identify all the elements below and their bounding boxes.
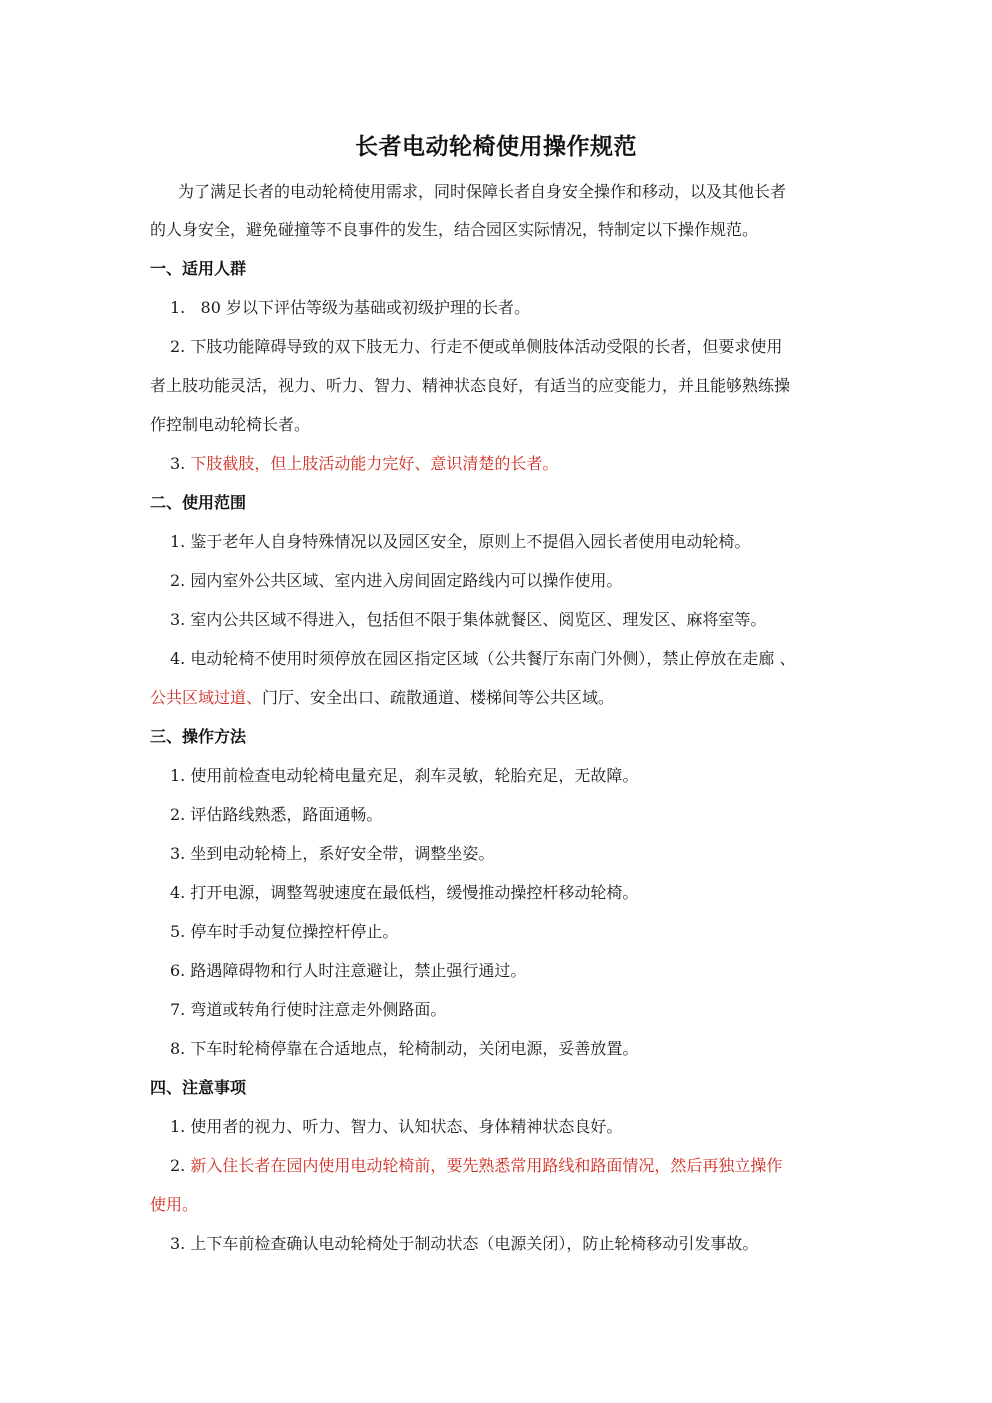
list-item: [170, 960, 526, 982]
list-number: 1.: [170, 766, 186, 785]
list-item: [170, 1038, 638, 1060]
highlighted-text: 公共区域过道、: [150, 688, 263, 707]
list-text: 弯道或转角行使时注意走外侧路面。: [190, 1000, 447, 1019]
intro-line-2: 的人身安全，避免碰撞等不良事件的发生，结合园区实际情况，特制定以下操作规范。: [150, 220, 759, 239]
list-text: 使用前检查电动轮椅电量充足，刹车灵敏，轮胎充足，无故障。: [190, 766, 639, 785]
list-number: 1.: [170, 1117, 186, 1136]
list-text: 门厅、安全出口、疏散通道、楼梯间等公共区域。: [262, 688, 615, 707]
list-text: 上下车前检查确认电动轮椅处于制动状态（电源关闭），防止轮椅移动引发事故。: [190, 1234, 759, 1253]
list-text: 80 岁以下评估等级为基础或初级护理的长者。: [200, 298, 530, 317]
list-number: 1.: [170, 532, 186, 551]
list-item-continuation: 作控制电动轮椅长者。: [150, 415, 311, 434]
list-number: 3.: [170, 1234, 186, 1253]
section-heading-4: 四、注意事项: [150, 1078, 247, 1097]
list-text: 打开电源，调整驾驶速度在最低档，缓慢推动操控杆移动轮椅。: [190, 883, 639, 902]
list-text: 鉴于老年人自身特殊情况以及园区安全，原则上不提倡入园长者使用电动轮椅。: [190, 532, 751, 551]
list-item: [170, 570, 622, 592]
list-text: 室内公共区域不得进入，包括但不限于集体就餐区、阅览区、理发区、麻将室等。: [190, 610, 767, 629]
highlighted-text: 下肢截肢，但上肢活动能力完好、意识清楚的长者。: [190, 454, 559, 473]
intro-line-1: 为了满足长者的电动轮椅使用需求，同时保障长者自身安全操作和移动，以及其他长者: [178, 182, 787, 201]
list-item: [170, 765, 638, 787]
list-number: 3.: [170, 844, 186, 863]
list-item: [170, 999, 446, 1021]
list-text: 下肢功能障碍导致的双下肢无力、行走不便或单侧肢体活动受限的长者，但要求使用: [190, 337, 783, 356]
highlighted-continuation: 使用。: [150, 1195, 199, 1214]
list-number: 1.: [170, 298, 186, 317]
list-text: 评估路线熟悉，路面通畅。: [190, 805, 383, 824]
list-number: 5.: [170, 922, 186, 941]
list-number: 3.: [170, 610, 186, 629]
list-number: 6.: [170, 961, 186, 980]
list-item-continuation: 者上肢功能灵活，视力、听力、智力、精神状态良好，有适当的应变能力，并且能够熟练操: [150, 376, 791, 395]
list-item-continuation: [150, 687, 614, 709]
list-item: [170, 1233, 758, 1255]
list-item: [170, 882, 638, 904]
list-number: 7.: [170, 1000, 186, 1019]
list-item: [170, 804, 382, 826]
list-item: [170, 1155, 782, 1177]
list-text: 电动轮椅不使用时须停放在园区指定区域（公共餐厅东南门外侧），禁止停放在走廊 、: [190, 649, 796, 668]
section-heading-3: 三、操作方法: [150, 727, 247, 746]
list-text: 路遇障碍物和行人时注意避让，禁止强行通过。: [190, 961, 527, 980]
list-item: [170, 531, 750, 553]
list-text: 停车时手动复位操控杆停止。: [190, 922, 399, 941]
list-number: 2.: [170, 1156, 186, 1175]
list-text: 下车时轮椅停靠在合适地点，轮椅制动，关闭电源，妥善放置。: [190, 1039, 639, 1058]
list-text: 使用者的视力、听力、智力、认知状态、身体精神状态良好。: [190, 1117, 623, 1136]
list-item: [170, 609, 766, 631]
list-item: [170, 843, 494, 865]
list-number: 2.: [170, 805, 186, 824]
highlighted-text: 新入住长者在园内使用电动轮椅前，要先熟悉常用路线和路面情况，然后再独立操作: [190, 1156, 783, 1175]
list-number: 2.: [170, 337, 186, 356]
list-text: 园内室外公共区域、室内进入房间固定路线内可以操作使用。: [190, 571, 623, 590]
list-number: 8.: [170, 1039, 186, 1058]
list-item: [170, 297, 530, 319]
section-heading-2: 二、使用范围: [150, 493, 247, 512]
list-text: 坐到电动轮椅上，系好安全带，调整坐姿。: [190, 844, 495, 863]
list-number: 4.: [170, 883, 186, 902]
list-number: 3.: [170, 454, 186, 473]
page-title: 长者电动轮椅使用操作规范: [355, 133, 637, 160]
list-item: [170, 648, 795, 670]
list-item: [170, 336, 782, 358]
list-number: 4.: [170, 649, 186, 668]
list-item: [170, 1116, 622, 1138]
list-item: [170, 921, 398, 943]
list-number: 2.: [170, 571, 186, 590]
section-heading-1: 一、适用人群: [150, 259, 247, 278]
list-item: [170, 453, 558, 475]
